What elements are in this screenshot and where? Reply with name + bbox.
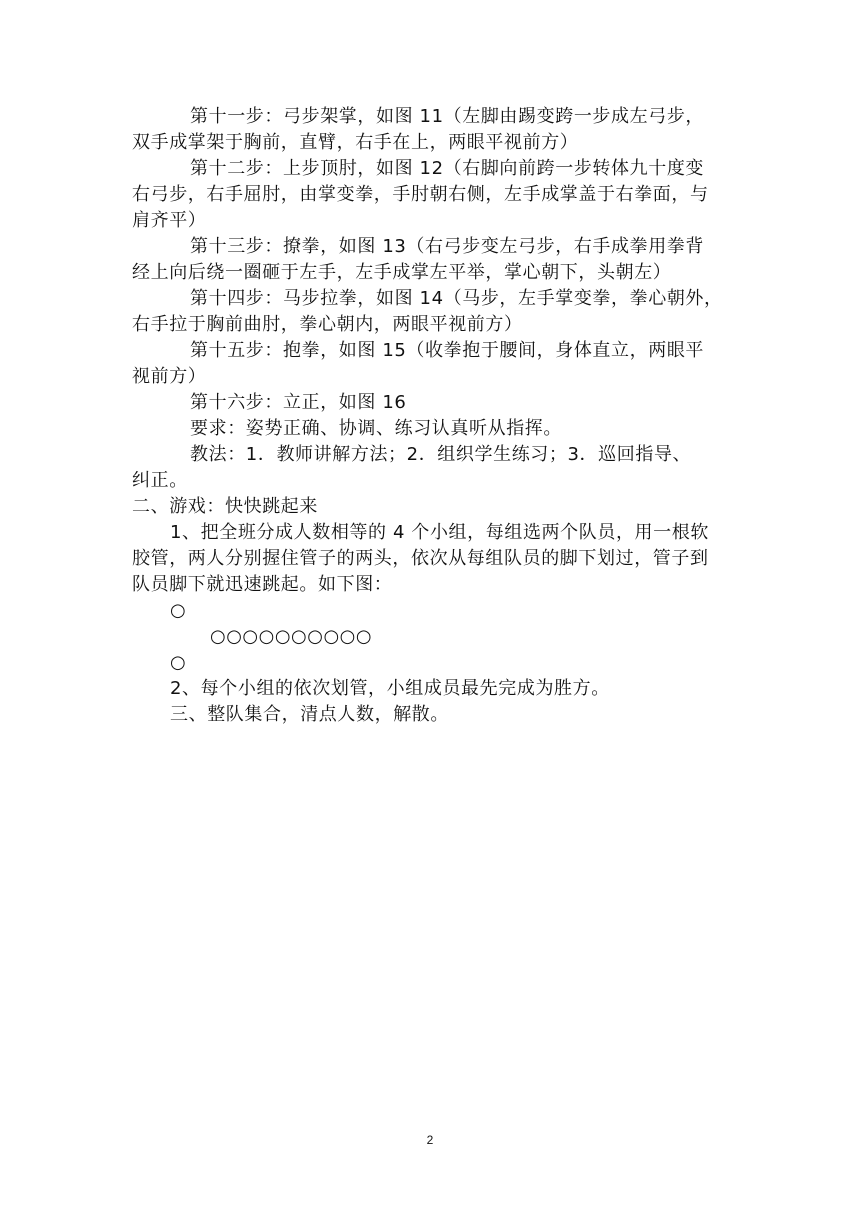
step-11-line-1: 第十一步：弓步架掌，如图 11（左脚由踢变跨一步成左弓步，	[190, 106, 705, 127]
game-heading: 二、游戏：快快跳起来	[132, 496, 318, 517]
step-16-line: 第十六步：立正，如图 16	[190, 392, 407, 413]
step-14-line-2: 右手拉于胸前曲肘，拳心朝内，两眼平视前方）	[132, 314, 523, 335]
step-15-line-1: 第十五步：抱拳，如图 15（收拳抱于腰间，身体直立，两眼平	[190, 340, 705, 361]
step-12-line-3: 肩齐平）	[132, 210, 207, 231]
step-12-line-1: 第十二步：上步顶肘，如图 12（右脚向前跨一步转体九十度变	[190, 158, 705, 179]
game-paragraph-1-line-3: 队员脚下就迅速跳起。如下图：	[132, 574, 393, 595]
diagram-row-circles: ○○○○○○○○○○	[210, 626, 373, 647]
step-12-line-2: 右弓步，右手屈肘，由掌变拳，手肘朝右侧，左手成掌盖于右拳面，与	[132, 184, 709, 205]
step-11-line-2: 双手成掌架于胸前，直臂，右手在上，两眼平视前方）	[132, 132, 579, 153]
game-paragraph-1-line-1: 1、把全班分成人数相等的 4 个小组，每组选两个队员，用一根软	[170, 522, 709, 543]
requirement-line: 要求：姿势正确、协调、练习认真听从指挥。	[190, 418, 562, 439]
step-14-line-1: 第十四步：马步拉拳，如图 14（马步，左手掌变拳，拳心朝外，	[190, 288, 723, 309]
step-15-line-2: 视前方）	[132, 366, 207, 387]
method-line-1: 教法：1．教师讲解方法；2．组织学生练习；3．巡回指导、	[190, 444, 692, 465]
diagram-top-circle: ○	[170, 600, 187, 621]
step-13-line-2: 经上向后绕一圈砸于左手，左手成掌左平举，掌心朝下，头朝左）	[132, 262, 672, 283]
step-13-line-1: 第十三步：撩拳，如图 13（右弓步变左弓步，右手成拳用拳背	[190, 236, 705, 257]
page-number: 2	[426, 1133, 434, 1147]
game-paragraph-1-line-2: 胶管，两人分别握住管子的两头，依次从每组队员的脚下划过，管子到	[132, 548, 709, 569]
method-line-2: 纠正。	[132, 470, 188, 491]
diagram-bottom-circle: ○	[170, 652, 187, 673]
section-3-line: 三、整队集合，清点人数，解散。	[170, 704, 449, 725]
game-paragraph-2: 2、每个小组的依次划管，小组成员最先完成为胜方。	[170, 678, 610, 699]
